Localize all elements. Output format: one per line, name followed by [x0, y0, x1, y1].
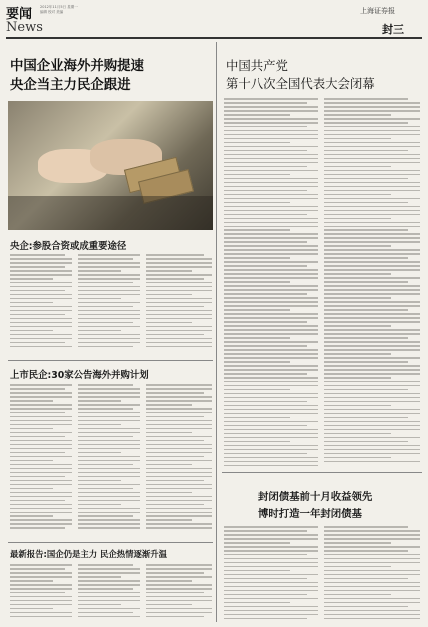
issue-date: 2012年11月5日 星期一 — [40, 5, 78, 9]
column-divider — [216, 42, 217, 622]
bond-headline-line2: 博时打造一年封闭债基 — [258, 508, 362, 520]
bond-body-col1 — [224, 526, 318, 622]
private-body-col3 — [146, 384, 212, 534]
footer-body-col3 — [146, 564, 212, 622]
page-label: 封三 — [382, 23, 404, 36]
footer-rule-left — [8, 542, 213, 543]
bond-body-col2 — [324, 526, 420, 622]
section-rule-left — [8, 360, 213, 361]
money-handshake-photo — [8, 101, 213, 230]
masthead-rule — [6, 37, 422, 39]
congress-body-col2 — [324, 98, 420, 468]
footer-body-col1 — [10, 564, 72, 622]
subhead-soe: 央企:参股合资或成重要途径 — [10, 241, 127, 252]
section-rule-right — [222, 472, 422, 473]
congress-headline-line2: 第十八次全国代表大会闭幕 — [226, 76, 375, 91]
footer-body-col2 — [78, 564, 140, 622]
photo-shadow — [8, 196, 213, 230]
paper-name: 上海证券报 — [360, 7, 395, 15]
private-body-col2 — [78, 384, 140, 534]
congress-headline-line1: 中国共产党 — [226, 58, 288, 73]
bond-headline-line1: 封闭债基前十月收益领先 — [258, 491, 373, 503]
section-title-cn: 要闻 — [6, 7, 33, 22]
footer-headline: 最新报告:国企仍是主力 民企热情逐渐升温 — [10, 549, 168, 559]
section-title-en: News — [6, 20, 43, 35]
congress-body-col1 — [224, 98, 318, 468]
subhead-private: 上市民企:30家公告海外并购计划 — [10, 370, 149, 381]
main-headline-line1: 中国企业海外并购提速 — [10, 59, 144, 74]
private-body-col1 — [10, 384, 72, 534]
article-body-col1 — [10, 254, 72, 350]
article-body-col2 — [78, 254, 140, 350]
editor-credits: 编辑 校对 美编 — [40, 10, 64, 14]
main-headline-line2: 央企当主力民企跟进 — [10, 78, 131, 93]
article-body-col3 — [146, 254, 212, 350]
